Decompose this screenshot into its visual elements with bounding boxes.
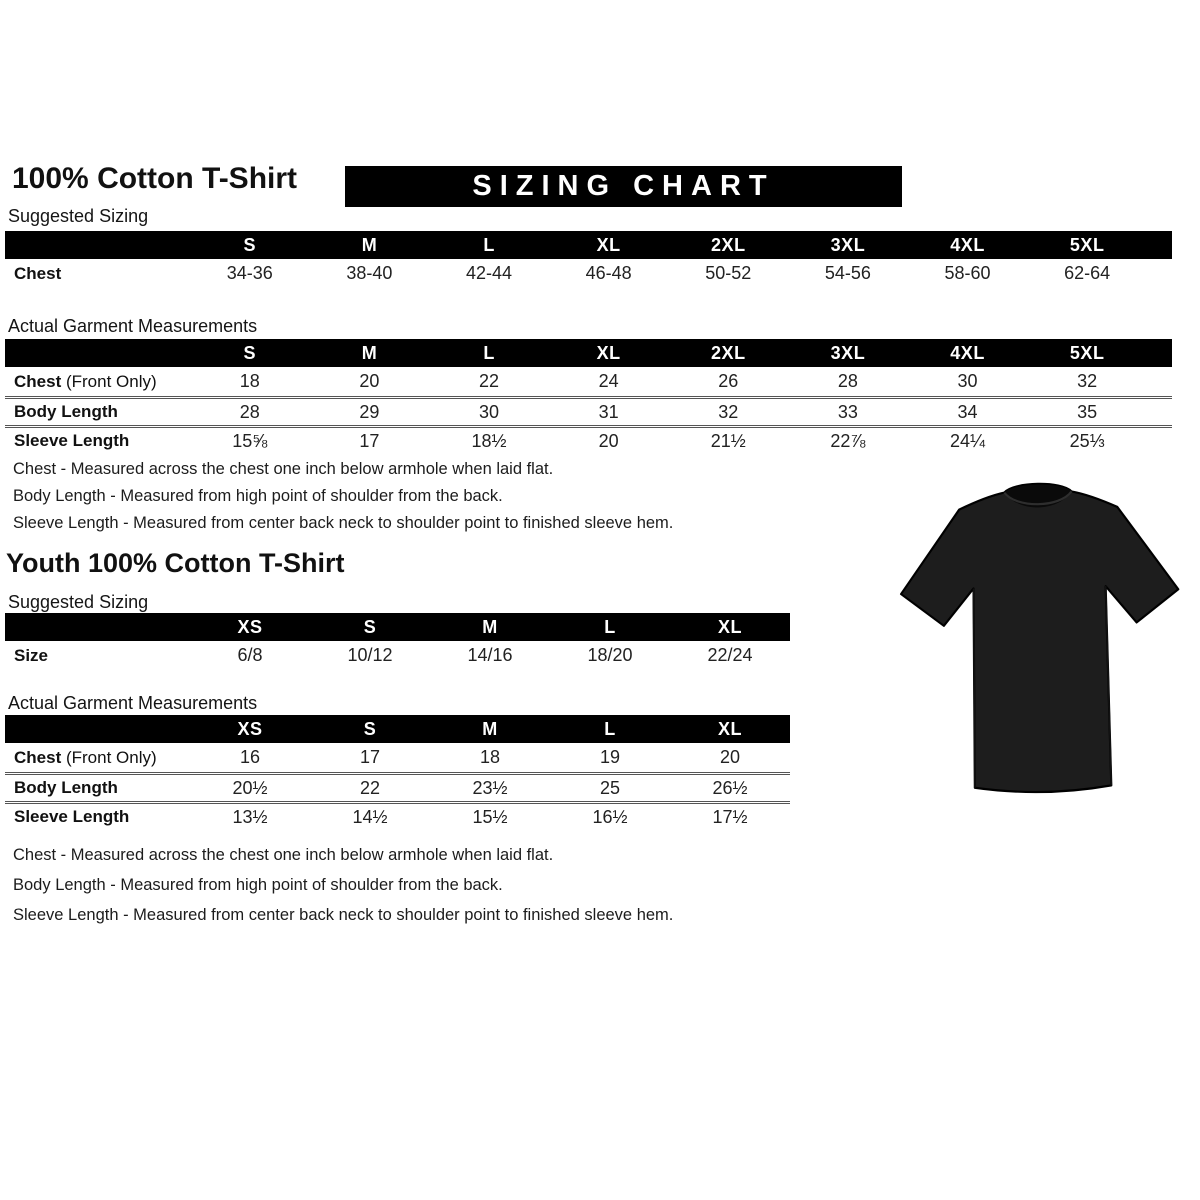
- row-label-text: Chest: [14, 263, 62, 283]
- header-cell: M: [361, 234, 378, 255]
- cell: 24: [598, 371, 619, 391]
- cell: 20: [359, 371, 380, 391]
- cell: 18: [239, 371, 260, 391]
- header-cell: M: [361, 342, 378, 363]
- row-label-text: Sleeve Length: [14, 807, 130, 826]
- row-label: [5, 431, 190, 451]
- cell: 17: [359, 747, 381, 767]
- note-line: Sleeve Length - Measured from center back neck to shoulder point to finished sleeve hem.: [13, 514, 674, 532]
- table-row: [5, 743, 790, 772]
- row-label-suffix: (Front Only): [61, 747, 157, 767]
- table-header-row: [5, 613, 790, 641]
- note-line: Body Length - Measured from high point of shoulder from the back.: [13, 876, 503, 894]
- header-cell: L: [483, 342, 495, 363]
- row-label-text: Sleeve Length: [14, 431, 130, 450]
- cell: 34-36: [226, 263, 273, 283]
- note-line: Body Length - Measured from high point of shoulder from the back.: [13, 487, 503, 505]
- header-cell: XL: [717, 616, 742, 637]
- cell: 34: [957, 401, 978, 422]
- cell: 32: [1077, 371, 1098, 391]
- cell: 32: [718, 401, 739, 422]
- header-cell: 3XL: [830, 234, 866, 255]
- header-cell: XL: [596, 234, 621, 255]
- cell: 14½: [352, 806, 388, 827]
- header-cell: S: [363, 616, 377, 637]
- cell: 14/16: [467, 645, 513, 665]
- cell: 23½: [472, 777, 508, 798]
- adult-suggested-sizing-label: Suggested Sizing: [8, 206, 149, 226]
- table-row: [5, 396, 1172, 425]
- header-cell: 5XL: [1069, 342, 1105, 363]
- cell: 15⅝: [232, 430, 268, 451]
- table-row: [5, 425, 1172, 454]
- header-cell: 3XL: [830, 342, 866, 363]
- header-cell: L: [483, 234, 495, 255]
- youth-suggested-sizing-label: Suggested Sizing: [8, 592, 149, 612]
- row-label: [5, 807, 190, 827]
- cell: 18/20: [587, 645, 633, 665]
- cell: 26: [718, 371, 739, 391]
- cell: 46-48: [585, 263, 632, 283]
- row-label: [5, 748, 190, 768]
- header-cell: L: [604, 718, 616, 739]
- header-cell: M: [482, 616, 498, 637]
- cell: 25: [599, 777, 621, 798]
- cell: 20½: [232, 777, 268, 798]
- header-cell: L: [604, 616, 616, 637]
- cell: 22⅞: [830, 430, 866, 451]
- header-cell: S: [363, 718, 377, 739]
- table-row: [5, 641, 790, 670]
- cell: 42-44: [466, 263, 513, 283]
- cell: 10/12: [347, 645, 393, 665]
- cell: 30: [479, 401, 500, 422]
- cell: 15½: [472, 806, 508, 827]
- note-line: Chest - Measured across the chest one inch below armhole when laid flat.: [13, 846, 554, 864]
- header-cell: 5XL: [1069, 234, 1105, 255]
- row-label: [5, 372, 190, 392]
- youth-actual-measurements-table: [5, 715, 790, 830]
- row-label: [5, 646, 190, 666]
- row-label-suffix: (Front Only): [61, 371, 157, 391]
- table-row: [5, 367, 1172, 396]
- cell: 24¼: [950, 430, 986, 451]
- youth-suggested-sizing-table: [5, 613, 790, 670]
- cell: 19: [599, 747, 621, 767]
- cell: 22: [479, 371, 500, 391]
- cell: 29: [359, 401, 380, 422]
- header-cell: M: [482, 718, 498, 739]
- youth-product-title: Youth 100% Cotton T-Shirt: [6, 548, 345, 578]
- cell: 6/8: [237, 645, 263, 665]
- adult-actual-measurements-table: [5, 339, 1172, 454]
- cell: 30: [957, 371, 978, 391]
- header-cell: 2XL: [711, 342, 746, 363]
- table-header-row: [5, 715, 790, 743]
- cell: 25⅓: [1069, 430, 1105, 451]
- cell: 58-60: [944, 263, 991, 283]
- header-cell: 2XL: [711, 234, 746, 255]
- cell: 28: [837, 371, 858, 391]
- cell: 54-56: [824, 263, 871, 283]
- cell: 35: [1077, 401, 1098, 422]
- row-label: [5, 778, 190, 798]
- row-label-text: Chest: [14, 371, 62, 391]
- cell: 16: [239, 747, 261, 767]
- row-label-text: Chest: [14, 747, 62, 767]
- cell: 38-40: [346, 263, 393, 283]
- row-label: [5, 264, 190, 284]
- table-row: [5, 259, 1172, 288]
- cell: 18: [479, 747, 501, 767]
- cell: 28: [239, 401, 260, 422]
- cell: 22: [359, 777, 381, 798]
- adult-product-title: 100% Cotton T-Shirt: [12, 162, 298, 195]
- note-line: Chest - Measured across the chest one inch below armhole when laid flat.: [13, 460, 554, 478]
- cell: 33: [837, 401, 858, 422]
- youth-measurement-notes: [13, 840, 673, 930]
- cell: 13½: [232, 806, 268, 827]
- header-cell: XL: [717, 718, 742, 739]
- cell: 31: [598, 401, 619, 422]
- header-cell: XS: [237, 616, 263, 637]
- row-label-text: Body Length: [14, 402, 118, 421]
- table-row: [5, 772, 790, 801]
- cell: 50-52: [705, 263, 752, 283]
- cell: 20: [598, 430, 619, 451]
- adult-suggested-sizing-table: [5, 231, 1172, 288]
- note-line: Sleeve Length - Measured from center back neck to shoulder point to finished sleeve hem.: [13, 906, 674, 924]
- table-header-row: [5, 231, 1172, 259]
- tshirt-image: [878, 466, 1200, 818]
- cell: 21½: [710, 430, 746, 451]
- table-row: [5, 801, 790, 830]
- cell: 17½: [712, 806, 748, 827]
- adult-actual-measurements-label: Actual Garment Measurements: [8, 316, 258, 336]
- adult-measurement-notes: [13, 456, 673, 537]
- table-header-row: [5, 339, 1172, 367]
- youth-actual-measurements-label: Actual Garment Measurements: [8, 693, 258, 713]
- cell: 16½: [592, 806, 628, 827]
- cell: 20: [719, 747, 741, 767]
- row-label: [5, 402, 190, 422]
- header-cell: 4XL: [950, 234, 985, 255]
- cell: 26½: [712, 777, 748, 798]
- header-cell: XS: [237, 718, 263, 739]
- cell: 17: [359, 430, 380, 451]
- cell: 18½: [471, 430, 507, 451]
- header-cell: XL: [596, 342, 621, 363]
- cell: 62-64: [1064, 263, 1111, 283]
- header-cell: S: [243, 342, 257, 363]
- header-cell: 4XL: [950, 342, 985, 363]
- row-label-text: Body Length: [14, 778, 118, 797]
- row-label-text: Size: [14, 645, 49, 665]
- sizing-chart-banner: SIZING CHART: [345, 166, 902, 207]
- header-cell: S: [243, 234, 257, 255]
- cell: 22/24: [707, 645, 753, 665]
